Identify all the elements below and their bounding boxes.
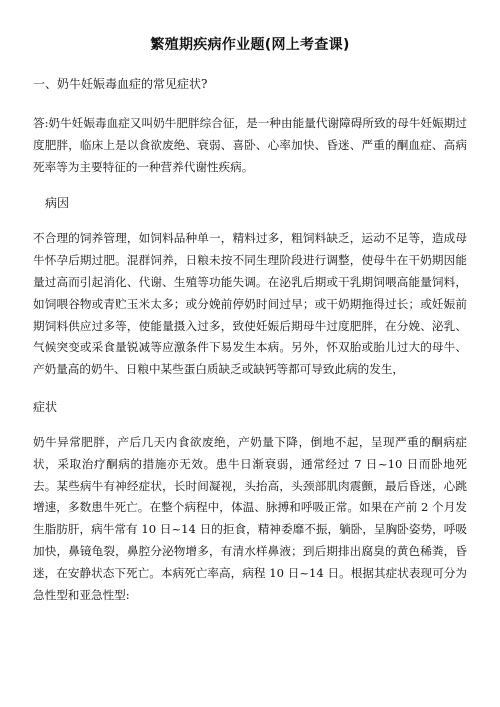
symptoms-paragraph: 奶牛异常肥胖，产后几天内食欲废绝，产奶量下降，倒地不起，呈现严重的酮病症状，采取治疗酮病的措施亦无效。患牛日渐衰弱，通常经过 7 日~10 日而卧地死去。某些病牛有神经症状，长时间凝视，头抬高，头颈部肌肉震颤，最后昏迷，心跳增速，多数患牛死亡。在整个病程中，体温、脉搏和呼吸正常。如果在产前 2 个月发生脂肪肝，病牛常有 10 日~14 日的拒食，精神委靡不振，躺卧，呈胸卧姿势，呼吸加快，鼻镜龟裂，鼻腔分泌物增多，有清水样鼻液；到后期排出腐臭的黄色稀粪，昏迷，在安静状态下死亡。本病死亡率高，病程 10 日~14 日。根据其症状表现可分为急性型和亚急性型: [33, 434, 467, 602]
etiology-heading: 病因 [45, 196, 70, 211]
document-title: 繁殖期疾病作业题(网上考查课) [150, 37, 350, 53]
etiology-paragraph: 不合理的饲养管理，如饲料品种单一，精料过多，粗饲料缺乏，运动不足等，造成母牛怀孕后期过肥。混群饲养，日粮未按不同生理阶段进行调整，使母牛在干奶期因能量过高而引起消化、代谢、生殖等功能失调。在泌乳后期或干乳期饲喂高能量饲料，如饲喂谷物或青贮玉米太多；或分娩前停奶时间过早；或干奶期拖得过长；或妊娠前期饲料供应过多等，使能量摄入过多，致使妊娠后期母牛过度肥胖，在分娩、泌乳、气候突变或采食量锐减等应激条件下易发生本病。另外，怀双胎或胎儿过大的母牛、产奶量高的奶牛、日粮中某些蛋白质缺乏或缺钙等都可导致此病的发生， [33, 231, 467, 377]
symptoms-heading: 症状 [33, 399, 58, 414]
answer-paragraph: 答:奶牛妊娠毒血症又叫奶牛肥胖综合征，是一种由能量代谢障碍所致的母牛妊娠期过度肥胖，临床上是以食欲废绝、衰弱、喜卧、心率加快、昏迷、严重的酮血症、高病死率等为主要特征的一种营养代谢性疾病。 [33, 116, 467, 174]
question-heading: 一、奶牛妊娠毒血症的常见症状? [33, 77, 208, 91]
